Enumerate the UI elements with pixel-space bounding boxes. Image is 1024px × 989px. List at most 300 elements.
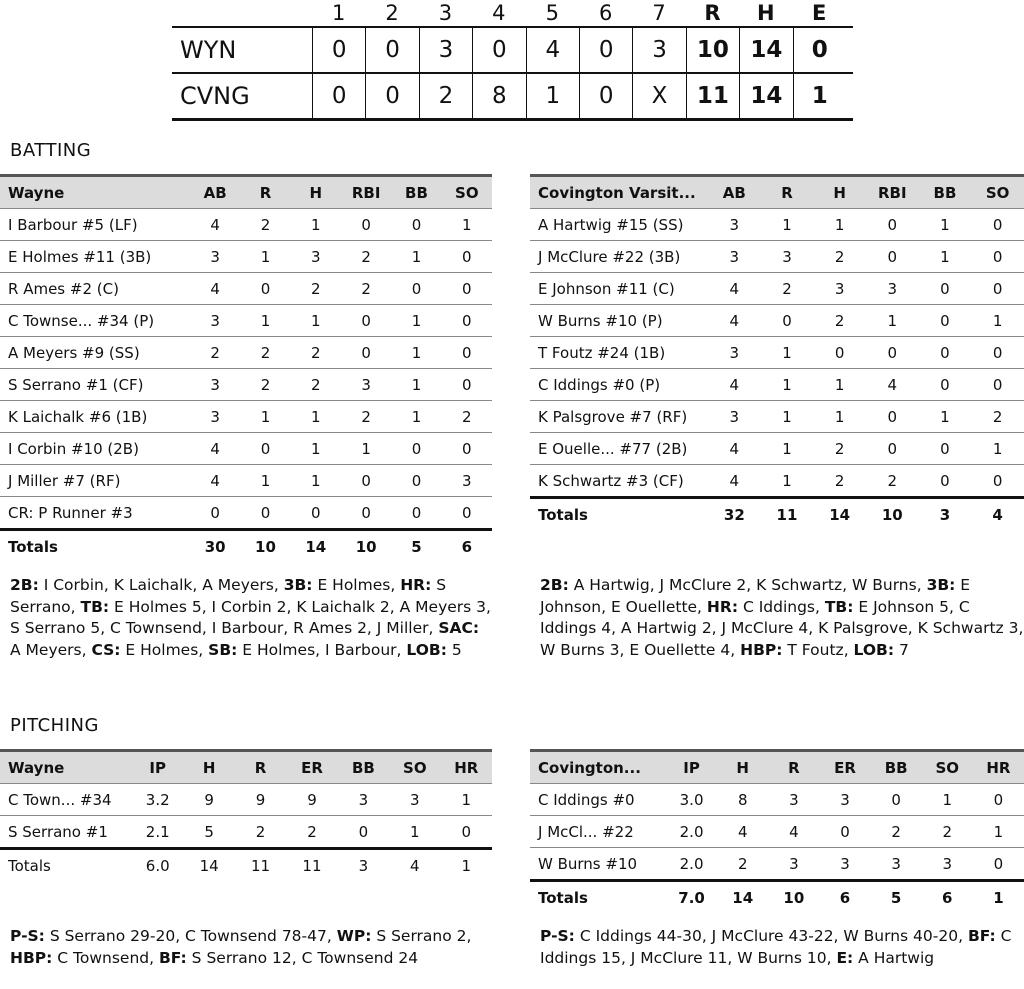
player-name: A Hartwig #15 (SS) bbox=[530, 209, 708, 241]
inning-score: 3 bbox=[419, 28, 472, 72]
stat-cell: 4 bbox=[190, 433, 240, 465]
stat-cell: 1 bbox=[761, 337, 814, 369]
stat-cell: 1 bbox=[291, 433, 341, 465]
stat-cell: 1 bbox=[442, 209, 492, 241]
player-name: C Iddings #0 (P) bbox=[530, 369, 708, 401]
stat-cell: 2 bbox=[717, 848, 768, 881]
player-row bbox=[0, 305, 492, 337]
batting-notes-home bbox=[540, 575, 1024, 661]
note-label: TB: bbox=[824, 597, 854, 616]
stat-cell: 3 bbox=[190, 369, 240, 401]
stat-cell: 9 bbox=[235, 784, 286, 816]
note-label: HBP: bbox=[10, 948, 53, 967]
stat-cell: 0 bbox=[391, 497, 441, 530]
player-row bbox=[530, 369, 1024, 401]
player-row bbox=[0, 784, 492, 816]
stat-cell: 3 bbox=[338, 784, 389, 816]
inning-header: 4 bbox=[492, 1, 506, 25]
stat-cell: 1 bbox=[240, 241, 290, 273]
stat-cell: 3 bbox=[708, 241, 761, 273]
stat-cell: 2 bbox=[190, 337, 240, 369]
player-row bbox=[530, 305, 1024, 337]
stat-cell: 1 bbox=[240, 305, 290, 337]
stat-cell: 3 bbox=[291, 241, 341, 273]
stat-cell: 4 bbox=[190, 209, 240, 241]
totals-cell: 10 bbox=[355, 537, 377, 556]
inning-score: 1 bbox=[526, 74, 579, 118]
totals-cell: 3 bbox=[939, 505, 951, 524]
totals-label: Totals bbox=[8, 537, 58, 556]
stat-cell: 9 bbox=[183, 784, 234, 816]
stat-cell: 4 bbox=[866, 369, 919, 401]
note-label: P-S: bbox=[540, 927, 575, 945]
stat-cell: 4 bbox=[708, 369, 761, 401]
stat-cell: 2 bbox=[971, 401, 1024, 433]
totals-cell: 32 bbox=[723, 505, 745, 524]
note-text: E Holmes 5, I Corbin 2, K Laichalk 2, A Meyers 3, S Serrano 5, C Townsend, I Barbour, R Ames 2, J Miller, bbox=[10, 597, 491, 637]
totals-cell: 4 bbox=[410, 856, 420, 875]
header-row bbox=[0, 751, 492, 784]
stat-cell: 2 bbox=[341, 401, 391, 433]
totals-cell: 3 bbox=[358, 856, 369, 875]
stat-cell: 1 bbox=[240, 401, 290, 433]
stat-cell: 8 bbox=[717, 784, 768, 816]
stat-cell: 0 bbox=[866, 337, 919, 369]
note-label: TB: bbox=[80, 597, 110, 616]
totals-cell: 14 bbox=[305, 537, 327, 556]
stat-cell: 1 bbox=[240, 465, 290, 497]
stat-cell: 0 bbox=[341, 497, 391, 530]
stat-cell: 1 bbox=[341, 433, 391, 465]
stat-cell: 4 bbox=[708, 305, 761, 337]
stat-cell: 0 bbox=[761, 305, 814, 337]
stat-cell: 3 bbox=[442, 465, 492, 497]
player-row bbox=[530, 848, 1024, 881]
stat-cell: 2 bbox=[240, 369, 290, 401]
totals-row bbox=[530, 881, 1024, 914]
stat-cell: 2 bbox=[240, 337, 290, 369]
player-row bbox=[530, 241, 1024, 273]
stat-cell: 3 bbox=[190, 305, 240, 337]
column-header: H bbox=[183, 751, 234, 784]
totals-row bbox=[0, 530, 492, 563]
stat-cell: 3 bbox=[768, 848, 819, 881]
stat-cell: 0 bbox=[971, 465, 1024, 498]
column-header: AB bbox=[190, 176, 240, 209]
player-name: J McCl... #22 bbox=[530, 816, 666, 848]
header-row bbox=[530, 751, 1024, 784]
stat-cell: 0 bbox=[442, 241, 492, 273]
stat-cell: 3 bbox=[341, 369, 391, 401]
stat-cell: 0 bbox=[971, 337, 1024, 369]
stat-cell: 0 bbox=[919, 369, 972, 401]
player-name: CR: P Runner #3 bbox=[0, 497, 190, 530]
stat-cell: 1 bbox=[971, 305, 1024, 337]
player-row bbox=[530, 337, 1024, 369]
inning-score: 3 bbox=[632, 28, 685, 72]
inning-score: 0 bbox=[365, 28, 418, 72]
stat-cell: 0 bbox=[866, 433, 919, 465]
player-name: I Barbour #5 (LF) bbox=[0, 209, 190, 241]
stat-cell: 1 bbox=[919, 401, 972, 433]
batting-title: BATTING bbox=[10, 140, 92, 161]
stat-cell: 0 bbox=[813, 337, 866, 369]
stat-cell: 0 bbox=[919, 337, 972, 369]
stat-cell: 3 bbox=[761, 241, 814, 273]
player-row bbox=[0, 273, 492, 305]
player-row bbox=[0, 465, 492, 497]
stat-cell: 1 bbox=[291, 401, 341, 433]
inning-header: 7 bbox=[652, 1, 666, 25]
player-name: J Miller #7 (RF) bbox=[0, 465, 190, 497]
note-label: 3B: bbox=[926, 576, 956, 594]
note-text: T Foutz, bbox=[782, 640, 854, 659]
stat-cell: 0 bbox=[240, 273, 290, 305]
column-header: BB bbox=[391, 176, 441, 209]
line-score-row-home bbox=[172, 72, 853, 121]
note-text: E Holmes, I Barbour, bbox=[237, 640, 407, 659]
stat-cell: 1 bbox=[441, 784, 492, 816]
stat-cell: 4 bbox=[190, 273, 240, 305]
player-name: T Foutz #24 (1B) bbox=[530, 337, 708, 369]
totals-cell: 4 bbox=[992, 505, 1003, 524]
note-label: SB: bbox=[208, 640, 238, 659]
note-label: CS: bbox=[91, 640, 121, 659]
stat-cell: 0 bbox=[866, 241, 919, 273]
stat-cell: 0 bbox=[240, 433, 290, 465]
stat-cell: 3 bbox=[768, 784, 819, 816]
stat-cell: 0 bbox=[973, 784, 1024, 816]
player-name: C Town... #34 bbox=[0, 784, 132, 816]
stat-cell: 1 bbox=[813, 209, 866, 241]
player-name: E Ouelle... #77 (2B) bbox=[530, 433, 708, 465]
stat-cell: 0 bbox=[971, 273, 1024, 305]
pitching-notes-home bbox=[540, 926, 1024, 969]
stat-cell: 0 bbox=[973, 848, 1024, 881]
pitching-title: PITCHING bbox=[10, 715, 99, 736]
stat-cell: 3 bbox=[389, 784, 440, 816]
inning-score: 0 bbox=[365, 74, 418, 118]
stat-cell: 2 bbox=[813, 433, 866, 465]
batting-table-away bbox=[0, 174, 492, 562]
inning-score: 2 bbox=[419, 74, 472, 118]
player-name: W Burns #10 bbox=[530, 848, 666, 881]
stat-cell: 2 bbox=[291, 337, 341, 369]
note-label: P-S: bbox=[10, 927, 45, 945]
inning-score: 0 bbox=[579, 28, 632, 72]
column-header: HR bbox=[973, 751, 1024, 784]
stat-cell: 2.1 bbox=[132, 816, 183, 849]
column-header: RBI bbox=[866, 176, 919, 209]
stat-cell: 0 bbox=[341, 305, 391, 337]
player-name: I Corbin #10 (2B) bbox=[0, 433, 190, 465]
stat-cell: 0 bbox=[341, 209, 391, 241]
team-name-header: Wayne bbox=[0, 751, 132, 784]
player-name: C Townse... #34 (P) bbox=[0, 305, 190, 337]
stat-cell: 3 bbox=[708, 337, 761, 369]
totals-cell: 6.0 bbox=[145, 856, 170, 875]
totals-cell: 14 bbox=[732, 888, 754, 907]
note-text: C Townsend, bbox=[52, 948, 159, 967]
totals-cell: 5 bbox=[411, 537, 422, 556]
totals-cell: 1 bbox=[993, 888, 1004, 907]
player-name: K Laichalk #6 (1B) bbox=[0, 401, 190, 433]
team-name-header: Covington Varsit... bbox=[530, 176, 708, 209]
player-row bbox=[530, 465, 1024, 498]
player-row bbox=[0, 401, 492, 433]
stat-cell: 1 bbox=[291, 209, 341, 241]
column-header: R bbox=[768, 751, 819, 784]
stat-cell: 2 bbox=[813, 465, 866, 498]
stat-cell: 2 bbox=[240, 209, 290, 241]
stat-cell: 0 bbox=[866, 209, 919, 241]
column-header: BB bbox=[871, 751, 922, 784]
note-text: E Johnson 5, C Iddings 4, A Hartwig 2, J McClure 4, K Palsgrove, K Schwartz 3, W Burns 3, E Ouellette 4, bbox=[540, 597, 1024, 659]
note-label: HBP: bbox=[740, 640, 783, 659]
column-header: IP bbox=[666, 751, 717, 784]
column-header: RBI bbox=[341, 176, 391, 209]
note-label: LOB: bbox=[853, 640, 895, 659]
stat-cell: 2 bbox=[341, 273, 391, 305]
note-label: 2B: bbox=[540, 576, 569, 594]
stat-cell: 1 bbox=[391, 305, 441, 337]
stat-cell: 0 bbox=[442, 497, 492, 530]
note-text: A Meyers, bbox=[10, 640, 92, 659]
stat-cell: 2 bbox=[442, 401, 492, 433]
note-label: 3B: bbox=[283, 576, 313, 594]
stat-cell: 0 bbox=[190, 497, 240, 530]
header-row bbox=[0, 176, 492, 209]
totals-label: Totals bbox=[538, 505, 588, 524]
player-name: E Holmes #11 (3B) bbox=[0, 241, 190, 273]
column-header: ER bbox=[819, 751, 870, 784]
team-abbrev: WYN bbox=[180, 36, 237, 64]
stat-cell: 0 bbox=[919, 465, 972, 498]
player-row bbox=[530, 433, 1024, 465]
player-name: S Serrano #1 (CF) bbox=[0, 369, 190, 401]
totals-cell: 11 bbox=[251, 856, 271, 875]
stat-cell: 3 bbox=[866, 273, 919, 305]
note-text: S Serrano 12, C Townsend 24 bbox=[186, 948, 419, 967]
stat-cell: 1 bbox=[761, 401, 814, 433]
stat-cell: 2 bbox=[866, 465, 919, 498]
stat-cell: 3 bbox=[708, 209, 761, 241]
stat-cell: 0 bbox=[391, 433, 441, 465]
stat-cell: 3 bbox=[708, 401, 761, 433]
batting-notes-away bbox=[10, 575, 494, 661]
stat-cell: 3 bbox=[819, 784, 870, 816]
column-header: IP bbox=[132, 751, 183, 784]
player-name: K Palsgrove #7 (RF) bbox=[530, 401, 708, 433]
player-row bbox=[0, 433, 492, 465]
note-label: E: bbox=[836, 948, 854, 967]
column-header: SO bbox=[442, 176, 492, 209]
stat-cell: 3 bbox=[813, 273, 866, 305]
stat-cell: 2 bbox=[813, 241, 866, 273]
column-header: R bbox=[761, 176, 814, 209]
note-label: BF: bbox=[158, 948, 187, 967]
inning-score: 0 bbox=[312, 74, 365, 118]
stat-cell: 3 bbox=[871, 848, 922, 881]
stat-cell: 2 bbox=[871, 816, 922, 848]
column-header: SO bbox=[922, 751, 973, 784]
stat-cell: 4 bbox=[768, 816, 819, 848]
inning-header: 5 bbox=[545, 1, 559, 25]
inning-score: 8 bbox=[472, 74, 525, 118]
note-label: HR: bbox=[706, 597, 739, 616]
inning-score: 0 bbox=[579, 74, 632, 118]
totals-cell: 30 bbox=[204, 537, 226, 556]
totals-row bbox=[530, 498, 1024, 531]
team-name-header: Covington... bbox=[530, 751, 666, 784]
stat-cell: 1 bbox=[391, 337, 441, 369]
pitching-table-away bbox=[0, 749, 492, 881]
stat-cell: 2 bbox=[235, 816, 286, 849]
stat-cell: 3 bbox=[819, 848, 870, 881]
stat-cell: 3 bbox=[922, 848, 973, 881]
totals-label: Totals bbox=[8, 856, 51, 875]
stat-cell: 2 bbox=[922, 816, 973, 848]
column-header: BB bbox=[919, 176, 972, 209]
inning-header: 2 bbox=[385, 1, 399, 25]
totals-cell: 14 bbox=[829, 505, 851, 524]
player-row bbox=[0, 369, 492, 401]
hits-total: 14 bbox=[739, 28, 792, 72]
totals-cell: 11 bbox=[776, 505, 798, 524]
stat-cell: 0 bbox=[866, 401, 919, 433]
batting-table-home bbox=[530, 174, 1024, 530]
player-row bbox=[0, 241, 492, 273]
column-header: H bbox=[291, 176, 341, 209]
note-label: LOB: bbox=[406, 640, 447, 659]
column-header: SO bbox=[389, 751, 440, 784]
stat-cell: 1 bbox=[866, 305, 919, 337]
totals-cell: 1 bbox=[461, 856, 472, 875]
stat-cell: 0 bbox=[442, 369, 492, 401]
stat-cell: 0 bbox=[442, 305, 492, 337]
stat-cell: 2 bbox=[341, 241, 391, 273]
note-text: C Iddings, bbox=[738, 597, 825, 616]
runs-total: 10 bbox=[686, 28, 739, 72]
errors-total: 1 bbox=[793, 74, 846, 118]
player-row bbox=[530, 401, 1024, 433]
note-text: A Hartwig bbox=[853, 948, 935, 967]
line-score-header bbox=[172, 0, 853, 26]
stat-cell: 1 bbox=[761, 465, 814, 498]
totals-cell: 6 bbox=[461, 537, 473, 556]
errors-total: 0 bbox=[793, 28, 846, 72]
stat-cell: 4 bbox=[717, 816, 768, 848]
inning-score: 4 bbox=[526, 28, 579, 72]
totals-cell: 10 bbox=[881, 505, 903, 524]
note-text: E Holmes, bbox=[120, 640, 209, 659]
stat-cell: 0 bbox=[442, 273, 492, 305]
totals-cell: 6 bbox=[942, 888, 953, 907]
stat-cell: 0 bbox=[871, 784, 922, 816]
note-label: SAC: bbox=[438, 619, 480, 637]
note-text: 7 bbox=[894, 640, 909, 659]
inning-header: 6 bbox=[598, 1, 613, 25]
note-text: A Hartwig, J McClure 2, K Schwartz, W Burns, bbox=[568, 576, 927, 594]
totals-cell: 10 bbox=[255, 537, 276, 556]
column-header: SO bbox=[971, 176, 1024, 209]
stat-cell: 0 bbox=[391, 465, 441, 497]
player-row bbox=[530, 209, 1024, 241]
column-header: HR bbox=[441, 751, 492, 784]
stat-cell: 1 bbox=[389, 816, 440, 849]
note-text: C Iddings 44-30, J McClure 43-22, W Burns 40-20, bbox=[574, 927, 968, 945]
stat-cell: 1 bbox=[761, 369, 814, 401]
team-abbrev: CVNG bbox=[180, 82, 250, 110]
note-label: HR: bbox=[400, 576, 432, 594]
stat-cell: 2 bbox=[291, 369, 341, 401]
stat-cell: 3.0 bbox=[666, 784, 717, 816]
stat-cell: 0 bbox=[971, 241, 1024, 273]
stat-cell: 0 bbox=[341, 465, 391, 497]
note-text: I Corbin, K Laichalk, A Meyers, bbox=[38, 576, 284, 594]
column-header: R bbox=[240, 176, 290, 209]
line-score bbox=[172, 0, 853, 121]
pitching-table-home bbox=[530, 749, 1024, 913]
stat-cell: 0 bbox=[338, 816, 389, 849]
column-header: AB bbox=[708, 176, 761, 209]
stat-cell: 1 bbox=[761, 209, 814, 241]
player-name: W Burns #10 (P) bbox=[530, 305, 708, 337]
stat-cell: 2 bbox=[813, 305, 866, 337]
runs-total: 11 bbox=[686, 74, 739, 118]
line-score-row-away bbox=[172, 26, 853, 72]
totals-cell: 14 bbox=[199, 856, 219, 875]
column-header: H bbox=[717, 751, 768, 784]
stat-cell: 0 bbox=[291, 497, 341, 530]
column-header: ER bbox=[286, 751, 337, 784]
stat-cell: 1 bbox=[813, 369, 866, 401]
player-row bbox=[0, 497, 492, 530]
totals-cell: 6 bbox=[839, 888, 851, 907]
stat-cell: 2 bbox=[286, 816, 337, 849]
hits-header: H bbox=[757, 1, 775, 25]
stat-cell: 4 bbox=[708, 273, 761, 305]
inning-score: 0 bbox=[312, 28, 365, 72]
note-text: S Serrano 29-20, C Townsend 78-47, bbox=[44, 927, 337, 945]
player-row bbox=[530, 784, 1024, 816]
totals-label: Totals bbox=[538, 888, 588, 907]
stat-cell: 0 bbox=[919, 273, 972, 305]
stat-cell: 4 bbox=[708, 465, 761, 498]
totals-cell: 10 bbox=[783, 888, 805, 907]
player-name: S Serrano #1 bbox=[0, 816, 132, 849]
team-name-header: Wayne bbox=[0, 176, 190, 209]
runs-header: R bbox=[704, 1, 721, 25]
stat-cell: 9 bbox=[286, 784, 337, 816]
stat-cell: 1 bbox=[391, 369, 441, 401]
stat-cell: 0 bbox=[442, 337, 492, 369]
totals-cell: 11 bbox=[302, 856, 322, 875]
player-row bbox=[530, 273, 1024, 305]
stat-cell: 4 bbox=[190, 465, 240, 497]
stat-cell: 1 bbox=[291, 465, 341, 497]
stat-cell: 2.0 bbox=[666, 816, 717, 848]
stat-cell: 1 bbox=[291, 305, 341, 337]
note-text: S Serrano 2, bbox=[371, 927, 472, 945]
stat-cell: 0 bbox=[441, 816, 492, 849]
player-name: R Ames #2 (C) bbox=[0, 273, 190, 305]
stat-cell: 1 bbox=[919, 209, 972, 241]
player-name: C Iddings #0 bbox=[530, 784, 666, 816]
player-row bbox=[0, 209, 492, 241]
inning-score: 0 bbox=[472, 28, 525, 72]
inning-header: 1 bbox=[332, 1, 346, 25]
